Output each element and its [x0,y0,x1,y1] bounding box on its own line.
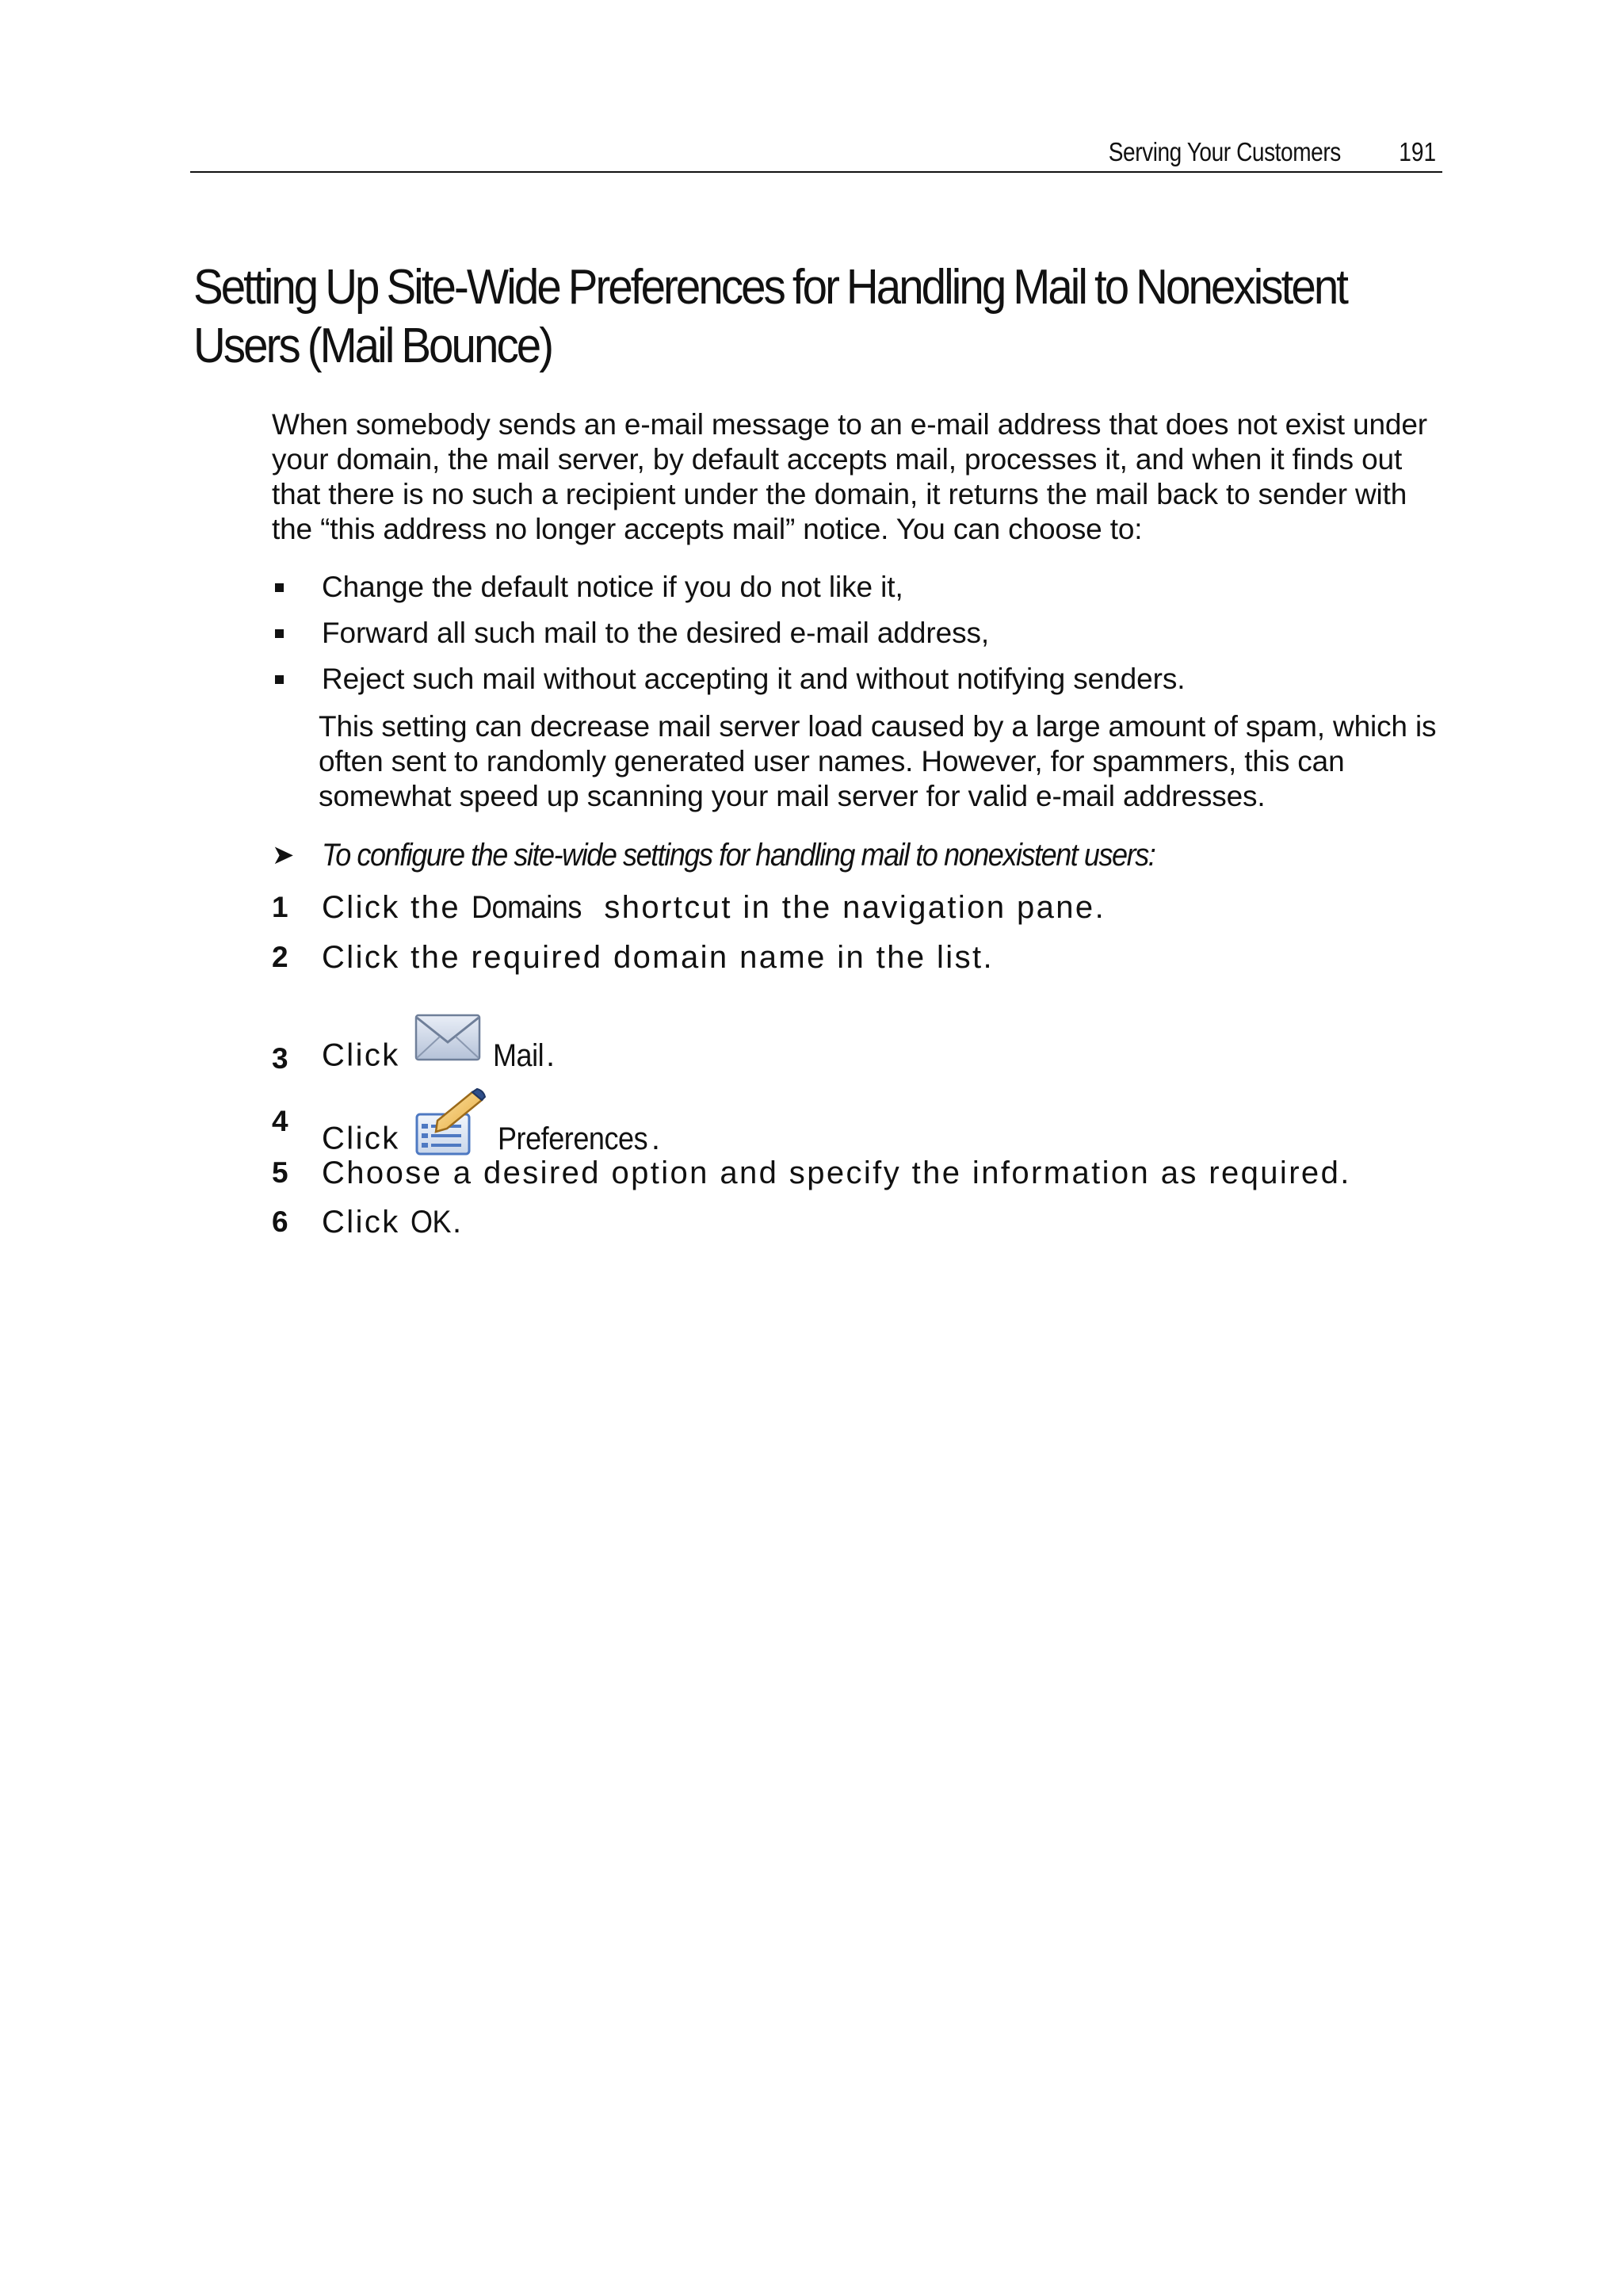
ui-term-mail: Mail [492,1037,544,1073]
ui-term-preferences: Preferences [497,1121,647,1156]
step-text: Choose a desired option and specify the information as required. [322,1156,1351,1190]
step-text: . [651,1121,663,1156]
step-body [322,1018,557,1096]
step-1 [272,888,1461,927]
step-body [322,1202,464,1242]
step-body [322,888,1106,927]
arrow-bullet-icon: ➤ [272,839,295,871]
list-item-text: Change the default notice if you do not like it, [322,571,903,603]
page-number: 191 [1399,137,1436,166]
step-5 [272,1153,1461,1193]
list-item-text: Forward all such mail to the desired e-mail address, [322,617,990,649]
options-list [272,564,1429,702]
step-6 [272,1202,1461,1242]
step-text: . [452,1205,464,1240]
step-4 [272,1102,1461,1156]
step-text: shortcut in the navigation pane. [604,890,1106,925]
square-bullet-icon [275,675,284,684]
mail-envelope-icon [414,1010,482,1088]
step-text: Click the [322,890,460,925]
list-item [272,610,1429,656]
step-3 [272,1018,1461,1090]
running-header [190,133,1442,173]
step-number: 6 [272,1205,288,1238]
step-number: 2 [272,941,288,973]
list-item [272,564,1429,610]
step-text: Click [322,1121,400,1156]
ui-term-ok: OK [411,1205,452,1240]
list-item [272,656,1429,702]
list-item-text: Reject such mail without accepting it and without notifying senders. [322,663,1186,695]
procedure-heading [272,835,1461,875]
square-bullet-icon [275,583,284,592]
step-number: 3 [272,1042,288,1075]
step-text: . [546,1037,557,1073]
running-header-section-title: Serving Your Customers [1108,137,1341,166]
step-number: 5 [272,1156,288,1189]
intro-paragraph: When somebody sends an e-mail message to an e-mail address that does not exist under your domain, the mail server, by default accepts mail, processes it, and when it finds out that there is no such a recipient under the domain, it returns the mail back to sender with the “this address no longer accepts mail” notice. You can choose to: [272,408,1427,545]
note-paragraph: This setting can decrease mail server load caused by a large amount of spam, which is often sent to randomly generated user names. However, for spammers, this can somewhat speed up scanning your mail server for valid e-mail addresses. [319,710,1437,812]
step-text: Click the required domain name in the list. [322,940,995,975]
step-text: Click [322,1205,400,1240]
step-number: 4 [272,1105,288,1137]
ui-term-domains: Domains [471,890,582,925]
square-bullet-icon [275,629,284,638]
step-text: Click [322,1037,400,1073]
step-number: 1 [272,891,288,923]
section-heading: Setting Up Site-Wide Preferences for Handling Mail to Nonexistent Users (Mail Bounce) [193,260,1347,373]
procedure-heading-text: To configure the site-wide settings for handling mail to nonexistent users: [322,838,1155,873]
step-2 [272,938,1461,977]
